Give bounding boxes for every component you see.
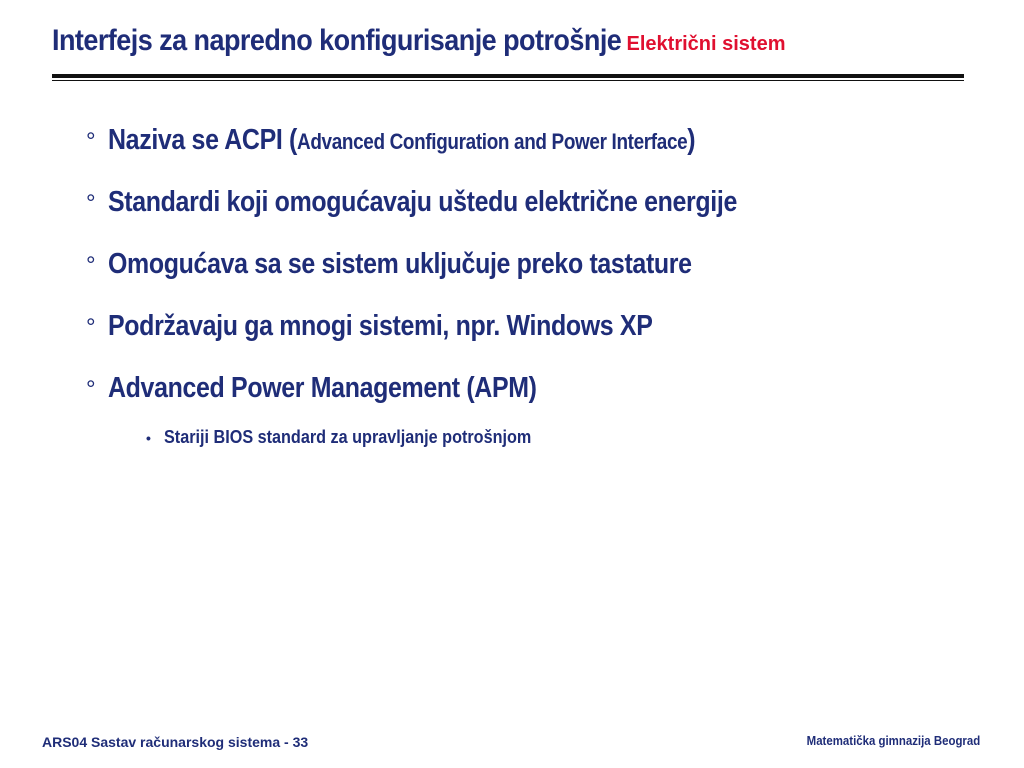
bullet-marker: °: [86, 252, 96, 279]
bullet-item: [86, 124, 986, 186]
bullet-item: [86, 248, 986, 310]
bullet-expansion-text: Advanced Configuration and Power Interface: [297, 129, 688, 154]
subbullet-item: [146, 427, 572, 448]
bullet-marker: °: [86, 128, 96, 155]
header-thin-rule: [52, 80, 964, 81]
header-thick-rule: [52, 74, 964, 78]
bullet-item: [86, 310, 986, 372]
bullet-text: [108, 124, 695, 157]
bullet-marker: °: [86, 190, 96, 217]
bullet-marker: °: [86, 376, 96, 403]
bullet-text: Advanced Power Management (APM): [108, 372, 537, 404]
slide-subtitle: Električni sistem: [626, 33, 786, 55]
slide-title: Interfejs za napredno konfigurisanje potrošnje: [52, 24, 622, 57]
bullet-text: Standardi koji omogućavaju uštedu električne energije: [108, 186, 738, 218]
footer-course-page: ARS04 Sastav računarskog sistema - 33: [42, 734, 309, 750]
footer-school-name: Matematička gimnazija Beograd: [806, 733, 980, 748]
bullet-item: [86, 372, 986, 434]
bullet-item: [86, 186, 986, 248]
bullet-closing-paren: ): [687, 124, 696, 156]
bullet-text: Omogućava sa se sistem uključuje preko tastature: [108, 248, 692, 280]
bullet-marker: °: [86, 314, 96, 341]
subbullet-text: Stariji BIOS standard za upravljanje potrošnjom: [164, 427, 532, 447]
slide-header: [52, 24, 785, 72]
subbullet-marker: •: [146, 430, 151, 446]
bullet-text: Podržavaju ga mnogi sistemi, npr. Windows XP: [108, 310, 653, 342]
bullet-list: [86, 124, 986, 434]
bullet-main-text: Naziva se ACPI (: [108, 124, 298, 156]
